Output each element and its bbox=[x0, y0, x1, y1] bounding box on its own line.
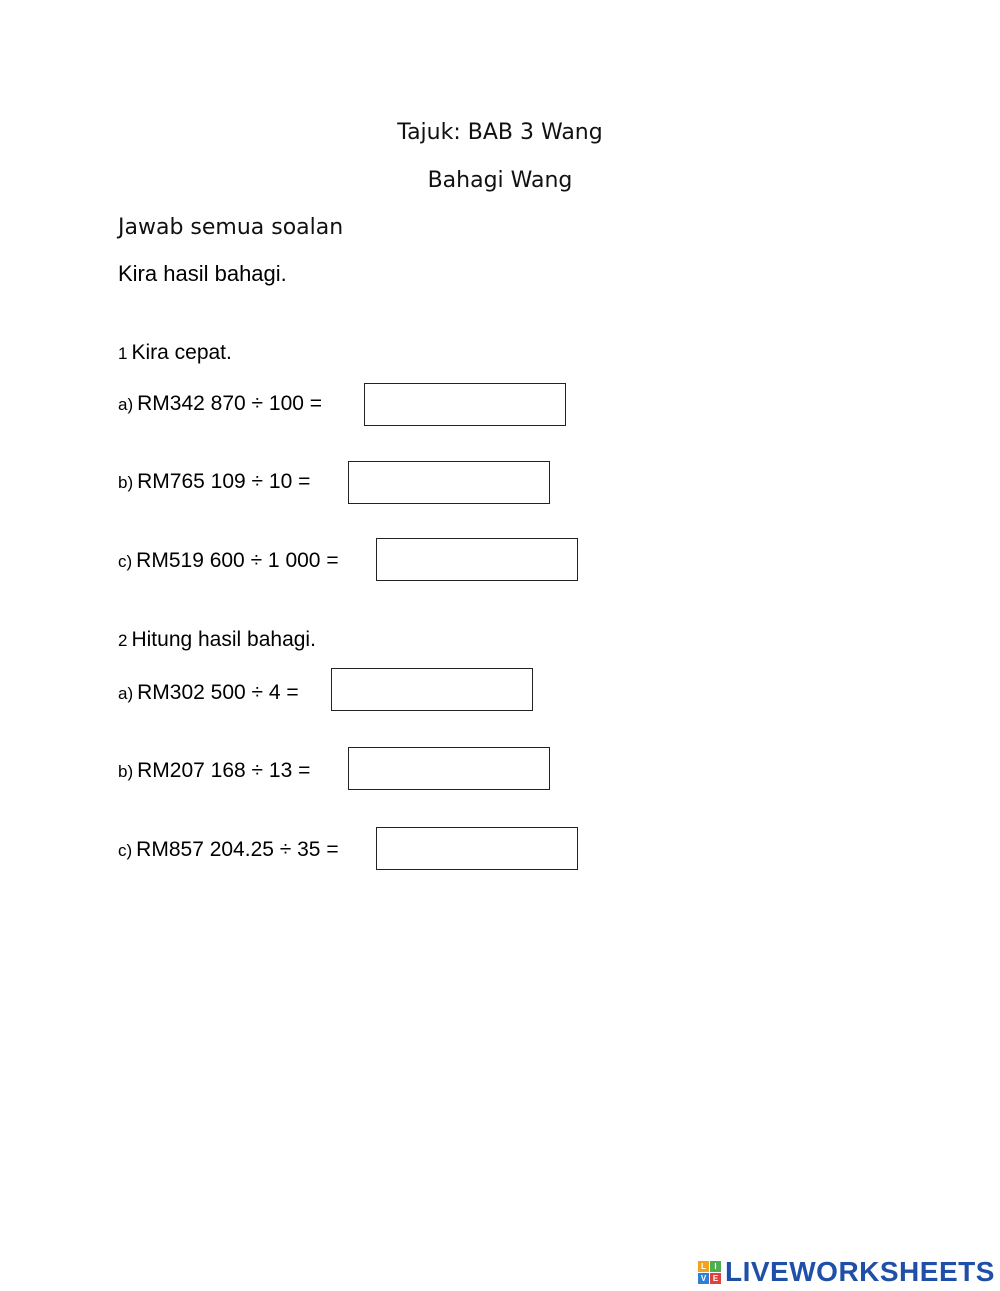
answer-box-2c[interactable] bbox=[376, 827, 578, 870]
question-2c bbox=[118, 838, 339, 862]
question-expression: RM207 168 ÷ 13 = bbox=[137, 759, 311, 782]
section-heading-text: Kira cepat. bbox=[131, 341, 232, 364]
section-number: 1 bbox=[118, 344, 128, 363]
logo-tile: I bbox=[710, 1261, 721, 1272]
question-1a bbox=[118, 392, 322, 416]
answer-box-1c[interactable] bbox=[376, 538, 578, 581]
liveworksheets-logo-icon bbox=[698, 1261, 721, 1284]
logo-tile: L bbox=[698, 1261, 709, 1272]
question-label: b) bbox=[118, 473, 134, 492]
question-label: c) bbox=[118, 841, 133, 860]
brand-name: LIVEWORKSHEETS bbox=[725, 1256, 995, 1287]
question-1b bbox=[118, 470, 310, 494]
logo-tile: V bbox=[698, 1273, 709, 1284]
section-2-heading bbox=[118, 628, 316, 652]
question-2b bbox=[118, 759, 310, 783]
answer-box-1b[interactable] bbox=[348, 461, 550, 504]
question-label: c) bbox=[118, 552, 133, 571]
answer-box-2b[interactable] bbox=[348, 747, 550, 790]
section-heading-text: Hitung hasil bahagi. bbox=[131, 628, 316, 651]
question-expression: RM519 600 ÷ 1 000 = bbox=[136, 549, 339, 572]
question-2a bbox=[118, 681, 299, 705]
question-label: b) bbox=[118, 762, 134, 781]
question-expression: RM342 870 ÷ 100 = bbox=[137, 392, 323, 415]
question-1c bbox=[118, 549, 339, 573]
question-label: a) bbox=[118, 395, 134, 414]
sub-instruction: Kira hasil bahagi. bbox=[118, 261, 287, 286]
question-expression: RM302 500 ÷ 4 = bbox=[137, 681, 299, 704]
question-label: a) bbox=[118, 684, 134, 703]
question-expression: RM857 204.25 ÷ 35 = bbox=[136, 838, 339, 861]
liveworksheets-logo bbox=[698, 1256, 995, 1288]
answer-box-2a[interactable] bbox=[331, 668, 533, 711]
answer-box-1a[interactable] bbox=[364, 383, 566, 426]
section-1-heading bbox=[118, 341, 232, 365]
worksheet-title: Tajuk: BAB 3 Wang bbox=[397, 120, 603, 145]
section-number: 2 bbox=[118, 631, 128, 650]
worksheet-subtitle: Bahagi Wang bbox=[427, 168, 573, 193]
logo-tile: E bbox=[710, 1273, 721, 1284]
main-instruction: Jawab semua soalan bbox=[118, 215, 344, 240]
question-expression: RM765 109 ÷ 10 = bbox=[137, 470, 311, 493]
